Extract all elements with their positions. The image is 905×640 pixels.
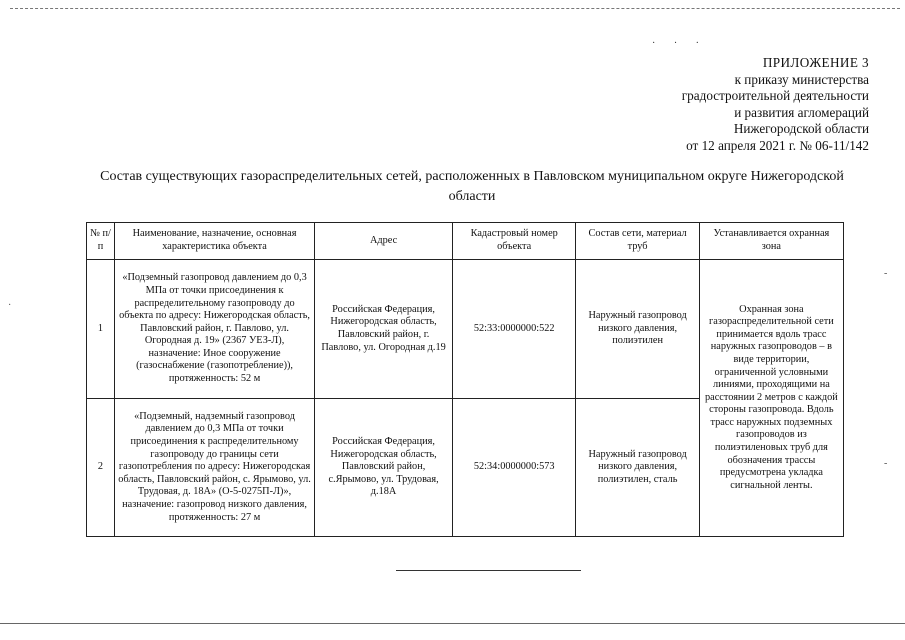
- scan-artifact-mark: -: [884, 458, 888, 469]
- scan-artifact-top-line: [10, 8, 900, 10]
- appendix-line: к приказу министерства: [734, 71, 869, 87]
- header-zone: Устанавливается охранная зона: [699, 223, 843, 260]
- cell-name: «Подземный, надземный газопровод давлением до 0,3 МПа от точки присоединения к распределительному газопроводу до границы сети газопотребления по адресу: Нижегородская область, Павловский район, с. Ярымово, ул. Трудовая, д. 18А» (О-5-0275П-Л)», назначение: газопровод низкого давления, протяженность: 27 м: [114, 399, 314, 537]
- header-address: Адрес: [315, 223, 453, 260]
- cell-cadastral: 52:33:0000000:522: [453, 260, 576, 399]
- scan-artifact-mark: -: [884, 268, 888, 279]
- document-title: Состав существующих газораспределительных сетей, расположенных в Павловском муниципальном округе Нижегородской области: [100, 169, 844, 204]
- table-row: [87, 260, 844, 399]
- scan-artifact-mark: ·: [8, 300, 12, 311]
- cell-address: Российская Федерация, Нижегородская область, Павловский район, г. Павлово, ул. Огородная д.19: [315, 260, 453, 399]
- cell-address: Российская Федерация, Нижегородская область, Павловский район, с.Ярымово, ул. Трудовая, д.18А: [315, 399, 453, 537]
- cell-number: 2: [87, 399, 115, 537]
- header-cadastral: Кадастровый номер объекта: [453, 223, 576, 260]
- scan-artifact-dots: · · ·: [652, 38, 707, 49]
- cell-cadastral: 52:34:0000000:573: [453, 399, 576, 537]
- header-network: Состав сети, материал труб: [576, 223, 699, 260]
- cell-network: Наружный газопровод низкого давления, полиэтилен: [576, 260, 699, 399]
- appendix-line: от 12 апреля 2021 г. № 06-11/142: [686, 137, 869, 153]
- cell-network: Наружный газопровод низкого давления, полиэтилен, сталь: [576, 399, 699, 537]
- signature-line: [396, 570, 581, 571]
- appendix-title: ПРИЛОЖЕНИЕ 3: [762, 55, 869, 70]
- header-name: Наименование, назначение, основная характеристика объекта: [114, 223, 314, 260]
- gas-network-table: [86, 222, 844, 537]
- table-header-row: [87, 223, 844, 260]
- appendix-line: Нижегородской области: [733, 121, 869, 136]
- appendix-line: и развития агломераций: [734, 104, 869, 120]
- cell-number: 1: [87, 260, 115, 399]
- cell-name: «Подземный газопровод давлением до 0,3 МПа от точки присоединения к распределительному газопроводу до объекта по адресу: Нижегородская область, Павловский район, г. Павлово, ул. Огородная д. 19» (2367 УЕЗ-Л), назначение: Иное сооружение (газоснабжение (газопотребление)), протяженность: 52 м: [114, 260, 314, 399]
- appendix-line: градостроительной деятельности: [681, 88, 869, 103]
- scan-artifact-bottom-line: [0, 623, 905, 624]
- cell-protection-zone: Охранная зона газораспределительной сети принимается вдоль трасс наружных газопроводов – в виде территории, ограниченной условными линиями, проходящими на расстоянии 2 метров с каждой стороны газопровода. Вдоль трасс наружных подземных газопроводов из полиэтиленовых труб для обозначения трассы предусмотрена укладка сигнальной ленты.: [699, 260, 843, 537]
- appendix-block: [569, 55, 869, 154]
- header-number: № п/п: [87, 223, 115, 260]
